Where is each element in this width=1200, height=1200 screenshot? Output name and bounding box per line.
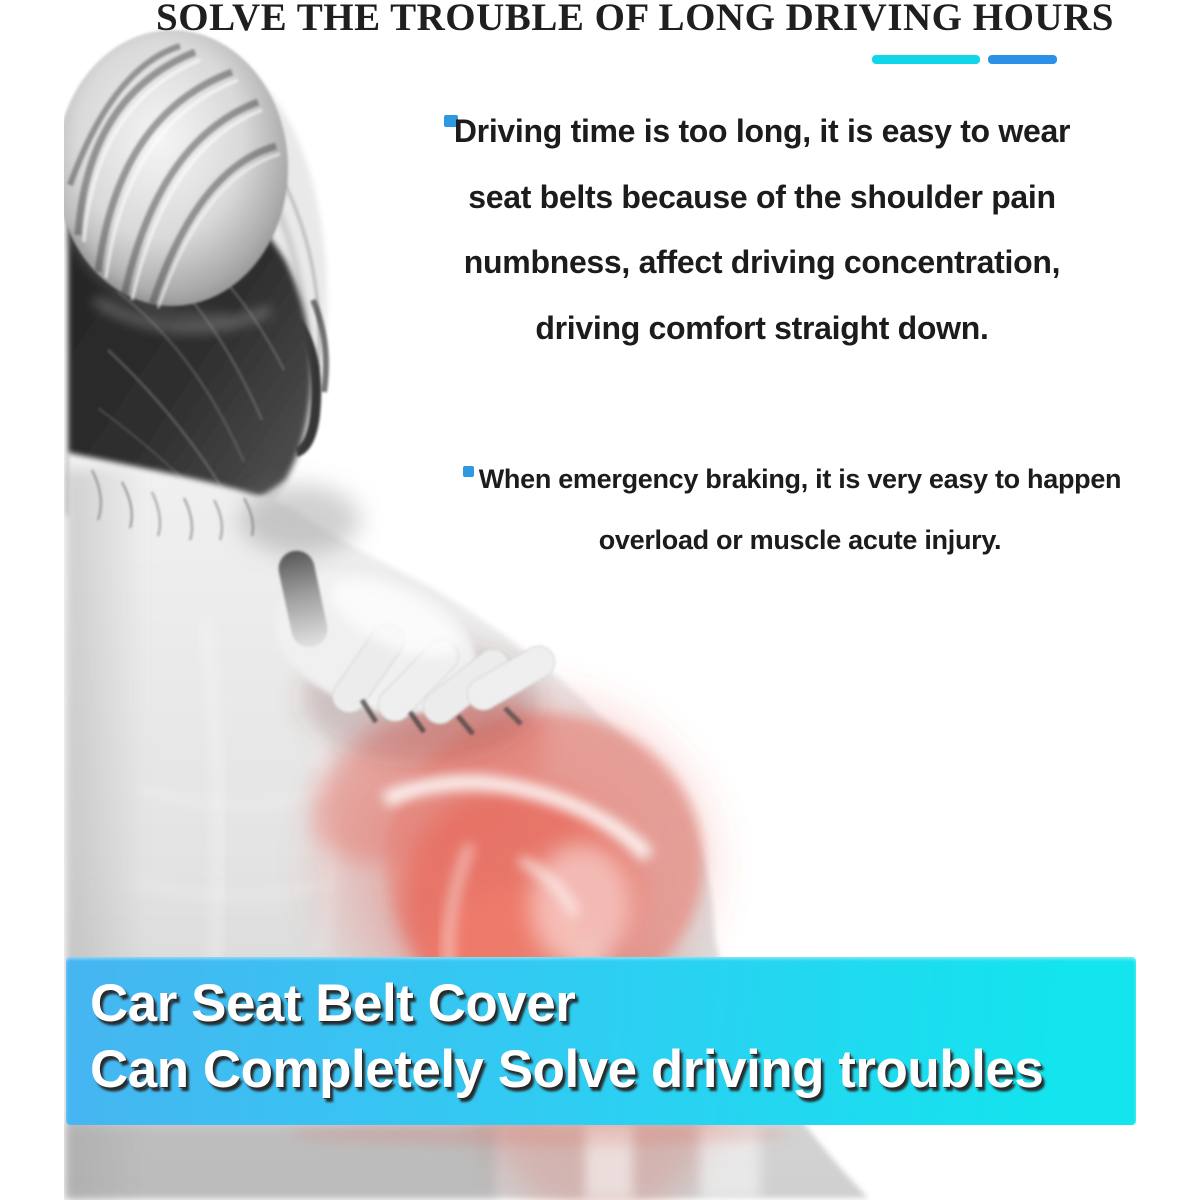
underline-bar-cyan bbox=[872, 55, 980, 64]
bullet-1-line-2: seat belts because of the shoulder pain bbox=[468, 178, 1056, 215]
bullet-1-line-3: numbness, affect driving concentration, bbox=[463, 244, 1061, 280]
bullet-1-text bbox=[427, 99, 1097, 361]
left-margin bbox=[0, 0, 64, 1200]
headline: SOLVE THE TROUBLE OF LONG DRIVING HOURS bbox=[156, 0, 1114, 39]
bullet-1-line-4: driving comfort straight down. bbox=[535, 309, 989, 346]
bullet-2-text bbox=[450, 449, 1150, 571]
bullet-1-line-1: Driving time is too long, it is easy to wear bbox=[453, 113, 1071, 149]
bullet-2-line-2: overload or muscle acute injury. bbox=[598, 525, 1002, 555]
bottom-banner bbox=[66, 957, 1136, 1125]
banner-line-1: Car Seat Belt Cover bbox=[90, 974, 576, 1033]
bullet-2-line-1: When emergency braking, it is very easy to happen bbox=[478, 464, 1122, 494]
banner-line-2: Can Completely Solve driving troubles bbox=[90, 1040, 1044, 1099]
underline-bar-blue bbox=[988, 55, 1057, 64]
